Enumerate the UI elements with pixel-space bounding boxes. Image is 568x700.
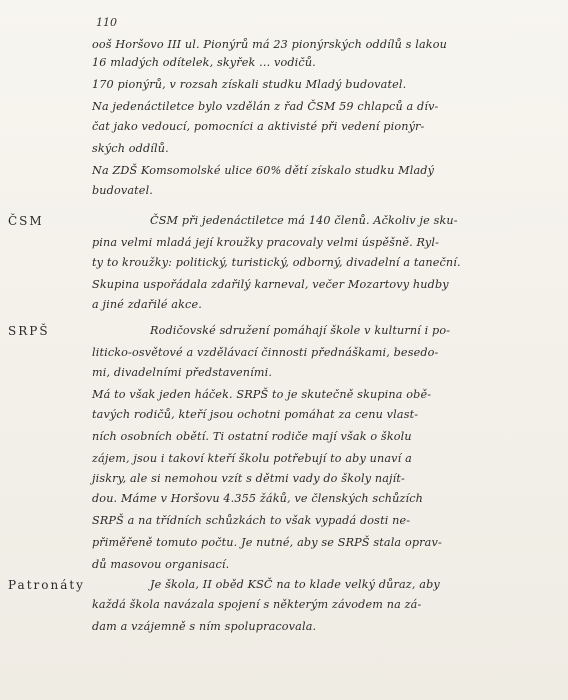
manuscript-line	[0, 470, 568, 488]
line-text: dů masovou organisací.	[92, 558, 230, 571]
manuscript-line	[0, 322, 568, 340]
line-text: ČSM při jedenáctiletce má 140 členů. Ačkoliv je sku-	[150, 214, 458, 227]
manuscript-line	[0, 450, 568, 468]
line-text: Rodičovské sdružení pomáhají škole v kulturní i po-	[150, 324, 451, 337]
manuscript-line	[0, 386, 568, 404]
manuscript-line	[0, 534, 568, 552]
line-text: ooš Horšovo III ul. Pionýrů má 23 pionýrských oddílů s lakou	[92, 38, 447, 51]
line-text: SRPŠ a na třídních schůzkách to však vypadá dosti ne-	[92, 514, 411, 527]
manuscript-line	[0, 344, 568, 362]
line-text: Na ZDŠ Komsomolské ulice 60% dětí získalo studku Mladý	[92, 164, 435, 177]
line-text: mi, divadelními představeními.	[92, 366, 273, 379]
line-text: dou. Máme v Horšovu 4.355 žáků, ve členských schůzích	[92, 492, 423, 505]
line-text: ských oddílů.	[92, 142, 169, 155]
manuscript-line	[0, 406, 568, 424]
line-text: jiskry, ale si nemohou vzít s dětmi vady do školy najít-	[92, 472, 405, 485]
line-text: Skupina uspořádala zdařilý karneval, večer Mozartovy hudby	[92, 278, 449, 291]
manuscript-line	[0, 162, 568, 180]
line-text: čat jako vedoucí, pomocníci a aktivisté při vedení pionýr-	[92, 120, 425, 133]
line-text: Na jedenáctiletce bylo vzdělán z řad ČSM 59 chlapců a dív-	[92, 100, 439, 113]
manuscript-line	[0, 596, 568, 614]
line-text: Je škola, II oběd KSČ na to klade velký důraz, aby	[150, 578, 440, 591]
line-text: budovatel.	[92, 184, 154, 197]
line-text: tavých rodičů, kteří jsou ochotni pomáhat za cenu vlast-	[92, 408, 419, 421]
page-number: 110	[96, 16, 117, 29]
line-text: přiměřeně tomuto počtu. Je nutné, aby se SRPŠ stala oprav-	[92, 536, 442, 549]
manuscript-line	[0, 54, 568, 72]
manuscript-line	[0, 296, 568, 314]
line-text: a jiné zdařilé akce.	[92, 298, 202, 311]
manuscript-line	[0, 140, 568, 158]
line-text: 170 pionýrů, v rozsah získali studku Mladý budovatel.	[92, 78, 407, 91]
line-text: dam a vzájemně s ním spolupracovala.	[92, 620, 317, 633]
manuscript-line	[0, 254, 568, 272]
line-text: liticko-osvětové a vzdělávací činnosti přednáškami, besedo-	[92, 346, 439, 359]
margin-heading: SRPŠ	[8, 324, 50, 338]
line-text: ních osobních obětí. Ti ostatní rodiče mají však o školu	[92, 430, 412, 443]
manuscript-line	[0, 490, 568, 508]
line-text: Má to však jeden háček. SRPŠ to je skutečně skupina obě-	[92, 388, 432, 401]
manuscript-line	[0, 212, 568, 230]
manuscript-line	[0, 36, 568, 54]
line-text: 16 mladých odítelek, skyřek ... vodičů.	[92, 56, 316, 69]
manuscript-line	[0, 512, 568, 530]
manuscript-line	[0, 276, 568, 294]
manuscript-line	[0, 182, 568, 200]
margin-heading: ČSM	[8, 214, 44, 228]
manuscript-line	[0, 118, 568, 136]
margin-heading: Patronáty	[8, 578, 85, 592]
manuscript-line	[0, 576, 568, 594]
manuscript-line	[0, 234, 568, 252]
manuscript-line	[0, 556, 568, 574]
line-text: každá škola navázala spojení s některým závodem na zá-	[92, 598, 422, 611]
line-text: zájem, jsou i takoví kteří školu potřebují to aby unaví a	[92, 452, 412, 465]
line-text: ty to kroužky: politický, turistický, odborný, divadelní a taneční.	[92, 256, 461, 269]
manuscript-line	[0, 618, 568, 636]
manuscript-line	[0, 98, 568, 116]
line-text: pina velmi mladá její kroužky pracovaly velmi úspěšně. Ryl-	[92, 236, 440, 249]
manuscript-line	[0, 364, 568, 382]
manuscript-line	[0, 428, 568, 446]
manuscript-line	[0, 76, 568, 94]
